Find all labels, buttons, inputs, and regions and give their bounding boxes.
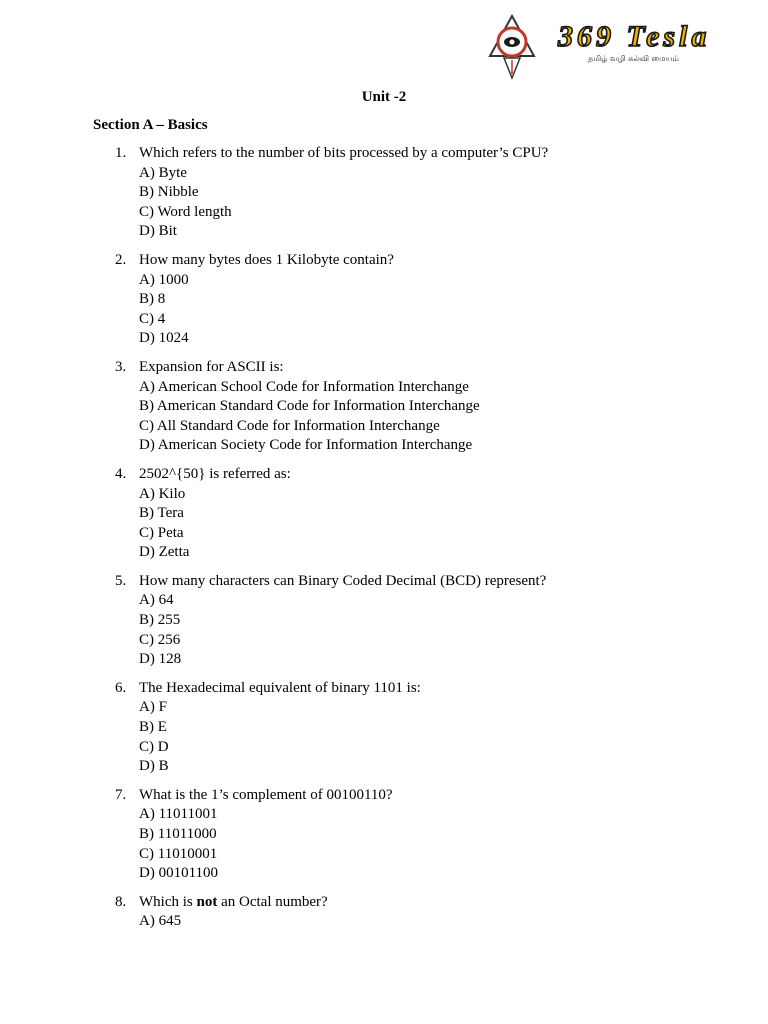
question-text: The Hexadecimal equivalent of binary 1101 is: — [139, 679, 421, 696]
option-d: D) Bit — [139, 223, 177, 240]
unit-title: Unit -2 — [361, 89, 407, 105]
question-list — [0, 144, 768, 941]
question-8 — [0, 893, 768, 932]
question-number: 2. — [115, 251, 127, 268]
option-a: A) 645 — [139, 913, 182, 930]
option-b: B) Tera — [139, 505, 184, 522]
option-c: C) 256 — [139, 631, 181, 648]
option-b: B) E — [139, 719, 167, 736]
option-a: A) 64 — [139, 592, 174, 609]
question-text: How many bytes does 1 Kilobyte contain? — [139, 251, 394, 268]
question-6 — [0, 679, 768, 777]
publisher-logo — [488, 12, 744, 84]
option-a: A) Byte — [139, 164, 187, 181]
option-c: C) Peta — [139, 524, 184, 541]
logo-wordmark: 369 Tesla — [558, 20, 711, 53]
question-7 — [0, 786, 768, 884]
option-b: B) 8 — [139, 291, 166, 308]
option-d: D) 1024 — [139, 330, 189, 347]
option-a: A) 11011001 — [139, 806, 218, 823]
question-text: 2502^{50} is referred as: — [139, 465, 291, 482]
question-text: How many characters can Binary Coded Decimal (BCD) represent? — [139, 572, 547, 589]
question-2 — [0, 251, 768, 349]
option-c: C) Word length — [139, 203, 232, 220]
question-text-start: Which is — [139, 893, 197, 910]
option-b: B) Nibble — [139, 184, 199, 201]
question-text-end: an Octal number? — [217, 893, 328, 910]
question-3 — [0, 358, 768, 456]
question-number: 7. — [115, 786, 127, 803]
question-number: 4. — [115, 465, 127, 482]
question-number: 5. — [115, 572, 127, 589]
logo-emblem-icon — [490, 16, 534, 78]
question-number: 8. — [115, 893, 127, 910]
option-d: D) Zetta — [139, 544, 190, 561]
question-number: 3. — [115, 358, 127, 375]
option-d: D) B — [139, 758, 169, 775]
option-d: D) American Society Code for Information Interchange — [139, 437, 473, 454]
option-a: A) American School Code for Information Interchange — [139, 378, 469, 395]
question-text — [139, 893, 768, 913]
question-text-emphasis: not — [196, 893, 218, 910]
option-d: D) 00101100 — [139, 865, 219, 882]
question-text: Which refers to the number of bits processed by a computer’s CPU? — [139, 145, 549, 161]
option-b: B) 255 — [139, 612, 181, 629]
section-title: Section A – Basics — [93, 117, 208, 133]
option-b: B) American Standard Code for Information Interchange — [139, 398, 480, 415]
option-d: D) 128 — [139, 651, 182, 668]
question-text: What is the 1’s complement of 00100110? — [139, 786, 393, 803]
option-c: C) 11010001 — [139, 845, 218, 862]
option-a: A) 1000 — [139, 271, 189, 288]
question-text: Expansion for ASCII is: — [139, 358, 284, 375]
option-b: B) 11011000 — [139, 826, 217, 842]
question-5 — [0, 572, 768, 670]
option-a: A) F — [139, 699, 167, 716]
option-c: C) 4 — [139, 310, 166, 327]
option-c: C) D — [139, 738, 169, 755]
question-4 — [0, 465, 768, 563]
question-number: 6. — [115, 679, 127, 696]
option-a: A) Kilo — [139, 485, 186, 502]
logo-tagline: தமிழ் வழி கல்வி மையம் — [588, 54, 679, 63]
question-number: 1. — [115, 145, 127, 161]
question-1 — [0, 144, 768, 242]
option-c: C) All Standard Code for Information Interchange — [139, 417, 440, 434]
